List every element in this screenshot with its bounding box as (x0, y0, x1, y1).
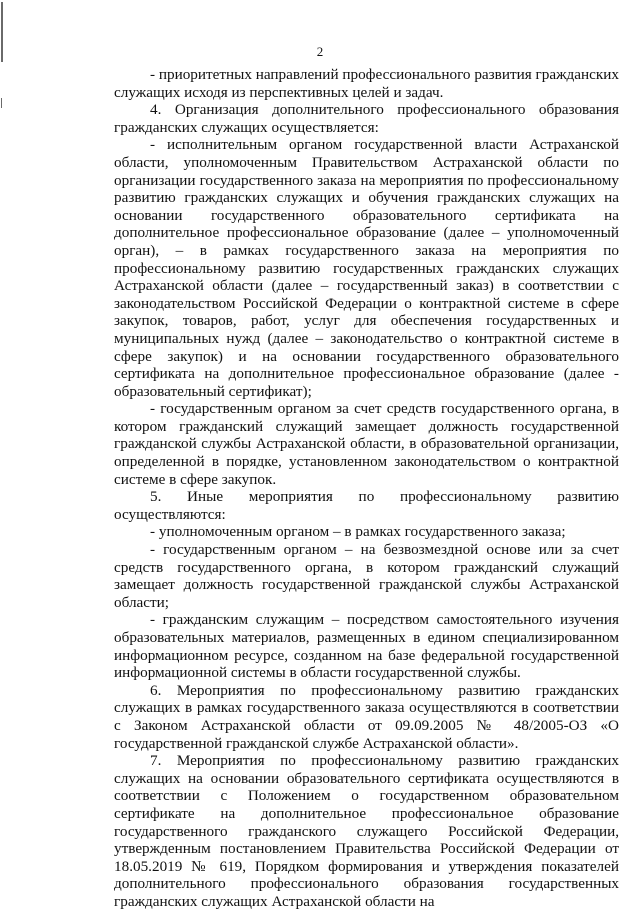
binding-margin-mark-small (1, 98, 2, 108)
paragraph: - уполномоченным органом – в рамках государственного заказа; (150, 523, 566, 541)
paragraph: - государственным органом – на безвозмездной основе или за счет средств государственного органа, в котором гражданский служащий замещает должность государственной гражданской службы Астраханской области; (114, 541, 619, 611)
paragraph: - гражданским служащим – посредством самостоятельного изучения образовательных материалов, размещенных в едином специализированном информационном ресурсе, созданном на базе федеральной государственной информационной системы в области государственной службы. (114, 611, 619, 682)
paragraph: 7. Мероприятия по профессиональному развитию гражданских служащих на основании образовательного сертификата осуществляются в соответствии с Положением о государственном образовательном сертификате на дополнительное профессиональное образование государственного гражданского служащего Российской Федерации, утвержденным постановлением Правительства Российской Федерации от 18.05.2019 № 619, Порядком формирования и утверждения показателей дополнительного профессионального образования государственных гражданских служащих Астраханской области на (114, 752, 619, 910)
paragraph: 6. Мероприятия по профессиональному развитию гражданских служащих в рамках государственного заказа осуществляются в соответствии с Законом Астраханской области от 09.09.2005 № 48/2005-ОЗ «О государственной гражданской службе Астраханской области». (114, 681, 619, 752)
document-body (114, 66, 619, 911)
paragraph: - приоритетных направлений профессионального развития гражданских служащих исходя из перспективных целей и задач. (114, 66, 619, 101)
page-number: 2 (316, 44, 324, 59)
paragraph: - государственным органом за счет средств государственного органа, в котором гражданский служащий замещает должность государственной гражданской службы Астраханской области, в образовательной организации, определенной в порядке, установленном законодательством о контрактной системе в сфере закупок. (114, 400, 619, 488)
paragraph: - исполнительным органом государственной власти Астраханской области, уполномоченным Правительством Астраханской области по организации государственного заказа на мероприятия по профессиональному развитию гражданских служащих и обучения гражданских служащих на основании государственного образовательного сертификата на дополнительное профессиональное образование (далее – уполномоченный орган), – в рамках государственного заказа на мероприятия по профессиональному развитию государственных гражданских служащих Астраханской области (далее – государственный заказ) в соответствии с законодательством Российской Федерации о контрактной системе в сфере закупок, товаров, работ, услуг для обеспечения государственных и муниципальных нужд (далее – законодательство о контрактной системе в сфере закупок) и на основании государственного образовательного сертификата на дополнительное профессиональное образование (далее - образовательный сертификат); (114, 136, 619, 400)
paragraph: 4. Организация дополнительного профессионального образования гражданских служащих осуществляется: (114, 101, 619, 136)
paragraph: 5. Иные мероприятия по профессиональному развитию осуществляются: (114, 488, 619, 523)
